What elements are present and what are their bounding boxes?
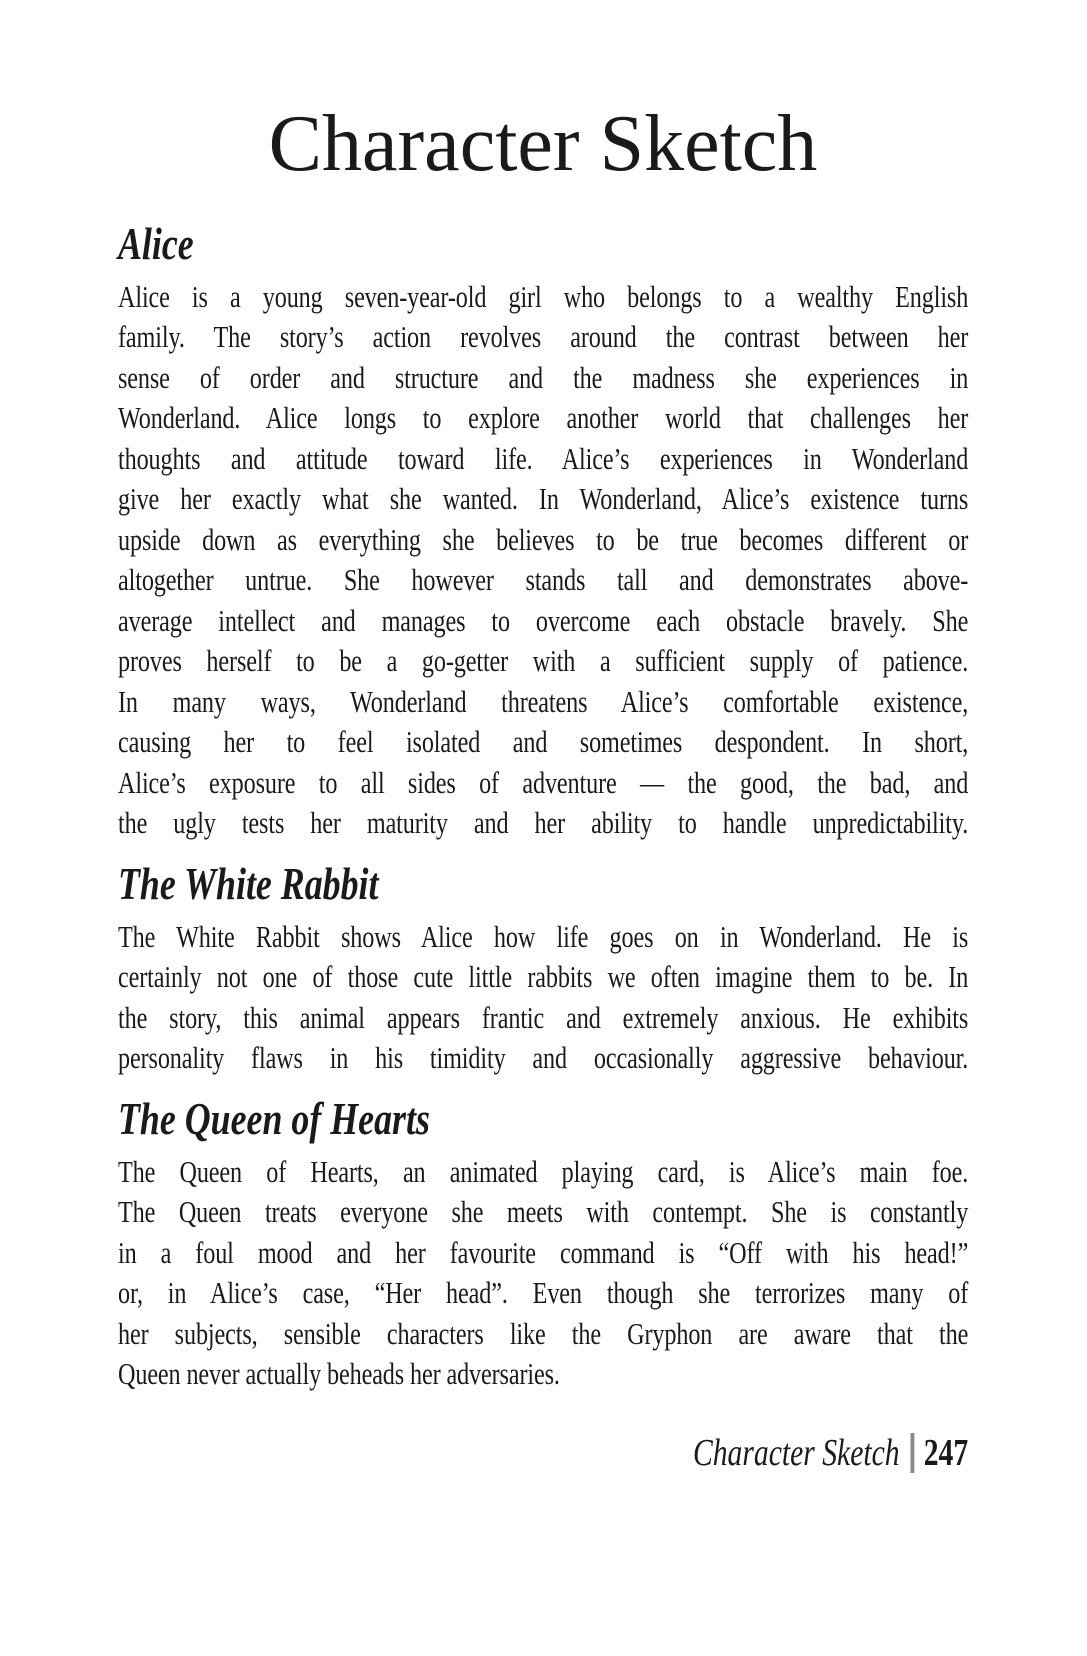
section-heading: The Queen of Hearts	[118, 1092, 430, 1144]
paragraph-line: her subjects, sensible characters like the Gryphon are aware that the	[118, 1315, 969, 1351]
footer-page-number: 247	[923, 1431, 969, 1474]
section	[118, 218, 968, 844]
footer-section-label: Character Sketch	[692, 1431, 900, 1474]
paragraph-line: in a foul mood and her favourite command is “Off with his head!”	[118, 1234, 969, 1270]
paragraph	[118, 1152, 968, 1395]
paragraph-line: family. The story’s action revolves around the contrast between her	[118, 319, 969, 355]
book-page	[0, 100, 1087, 1656]
section-heading: The White Rabbit	[118, 857, 379, 909]
sections-container	[118, 218, 968, 1395]
paragraph-line: Queen never actually beheads her adversaries.	[118, 1356, 560, 1392]
paragraph-line: or, in Alice’s case, “Her head”. Even though she terrorizes many of	[118, 1275, 969, 1311]
paragraph-line: the story, this animal appears frantic and extremely anxious. He exhibits	[118, 999, 969, 1035]
paragraph-line: In many ways, Wonderland threatens Alice’s comfortable existence,	[118, 683, 969, 719]
paragraph-line: certainly not one of those cute little rabbits we often imagine them to be. In	[118, 959, 969, 995]
paragraph	[118, 277, 968, 844]
section	[118, 1093, 968, 1395]
paragraph-line: Alice’s exposure to all sides of adventure — the good, the bad, and	[118, 764, 969, 800]
paragraph-line: personality flaws in his timidity and occasionally aggressive behaviour.	[118, 1040, 969, 1076]
page-content	[118, 218, 968, 1475]
paragraph-line: altogether untrue. She however stands tall and demonstrates above-	[118, 562, 969, 598]
paragraph-line: sense of order and structure and the madness she experiences in	[118, 359, 969, 395]
paragraph	[118, 917, 968, 1079]
section-heading: Alice	[118, 218, 194, 269]
paragraph-line: thoughts and attitude toward life. Alice’s experiences in Wonderland	[118, 440, 969, 476]
page-footer	[118, 1431, 968, 1475]
paragraph-line: Wonderland. Alice longs to explore another world that challenges her	[118, 400, 969, 436]
paragraph-line: causing her to feel isolated and sometimes despondent. In short,	[118, 724, 969, 760]
section	[118, 858, 968, 1079]
page-title: Character Sketch	[268, 100, 818, 188]
paragraph-line: The Queen treats everyone she meets with contempt. She is constantly	[118, 1194, 969, 1230]
paragraph-line: the ugly tests her maturity and her ability to handle unpredictability.	[118, 805, 969, 841]
paragraph-line: proves herself to be a go-getter with a sufficient supply of patience.	[118, 643, 969, 679]
paragraph-line: give her exactly what she wanted. In Wonderland, Alice’s existence turns	[118, 481, 969, 517]
paragraph-line: The White Rabbit shows Alice how life goes on in Wonderland. He is	[118, 918, 969, 954]
paragraph-line: Alice is a young seven-year-old girl who belongs to a wealthy English	[118, 278, 969, 314]
paragraph-line: average intellect and manages to overcome each obstacle bravely. She	[118, 602, 969, 638]
paragraph-line: The Queen of Hearts, an animated playing card, is Alice’s main foe.	[118, 1153, 969, 1189]
footer-separator-bar	[910, 1433, 914, 1473]
paragraph-line: upside down as everything she believes to be true becomes different or	[118, 521, 969, 557]
